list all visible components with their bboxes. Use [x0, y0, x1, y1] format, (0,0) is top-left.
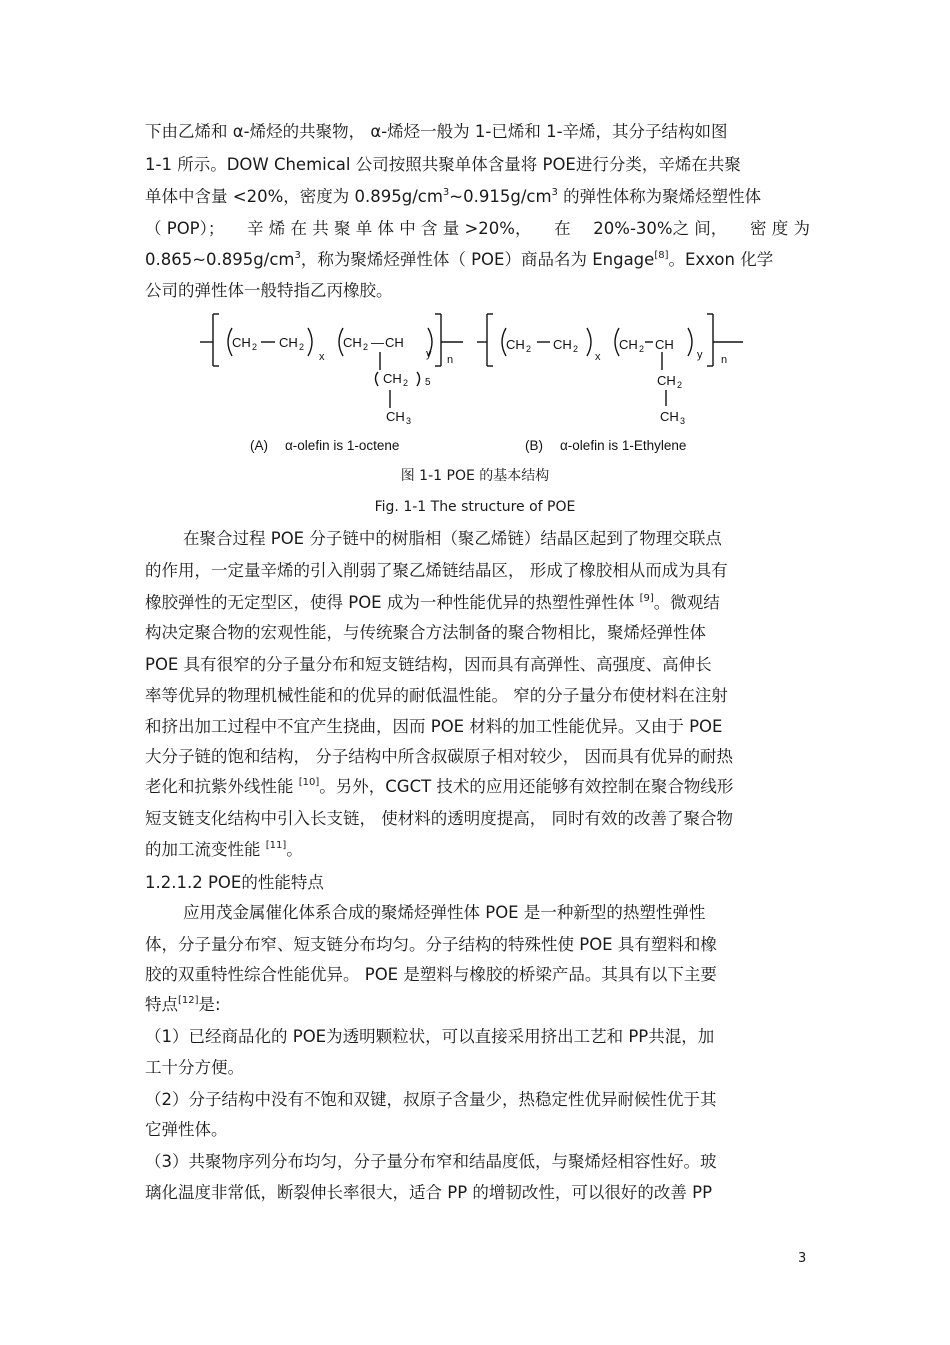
- text-line: 和挤出加工过程中不宜产生挠曲，因而 POE 材料的加工性能优异。又由于 POE: [145, 717, 723, 736]
- formula-text: CH: [279, 335, 298, 350]
- text-line: 构决定聚合物的宏观性能，与传统聚合方法制备的聚合物相比，聚烯烃弹性体: [145, 623, 706, 642]
- text-line: 在聚合过程 POE 分子链中的树脂相（聚乙烯链）结晶区起到了物理交联点: [183, 529, 722, 548]
- formula-subscript: 2: [639, 344, 645, 354]
- text-line: 的作用，一定量辛烯的引入削弱了聚乙烯链结晶区， 形成了橡胶相从而成为具有: [145, 561, 728, 580]
- formula-subscript: 2: [573, 344, 579, 354]
- text-line: POE 具有很窄的分子量分布和短支链结构，因而具有高弹性、高强度、高伸长: [145, 655, 712, 674]
- citation: [9]: [639, 593, 654, 604]
- text-span: 。微观结: [653, 593, 720, 612]
- formula-subscript: 2: [299, 342, 305, 352]
- formula-subscript: 2: [403, 378, 409, 388]
- text-line: 公司的弹性体一般特指乙丙橡胶。: [145, 281, 393, 300]
- text-line: 体，分子量分布窄、短支链分布均匀。分子结构的特殊性使 POE 具有塑料和橡: [145, 935, 717, 954]
- formula-dash: —: [371, 335, 384, 350]
- citation: [8]: [654, 250, 669, 261]
- text-line: 大分子链的饱和结构， 分子结构中所含叔碳原子相对较少， 因而具有优异的耐热: [145, 747, 733, 766]
- section-heading: 1.2.1.2 POE的性能特点: [145, 873, 324, 892]
- formula-subscript: 2: [677, 380, 683, 390]
- text-line: [145, 592, 720, 614]
- formula-subscript: 2: [252, 342, 258, 352]
- figure-caption-cn: 图 1-1 POE 的基本结构: [400, 468, 550, 484]
- text-span: 在: [554, 219, 571, 238]
- subfigure-caption: α-olefin is 1-octene: [285, 438, 400, 453]
- page-number: 3: [798, 1251, 807, 1266]
- text-span: 密 度 为: [749, 219, 810, 238]
- text-line: [145, 186, 761, 208]
- text-line: 率等优异的物理机械性能和的优异的耐低温性能。 窄的分子量分布使材料在注射: [145, 686, 728, 705]
- formula-text: CH: [657, 373, 676, 388]
- text-line: 短支链支化结构中引入长支链， 使材料的透明度提高， 同时有效的改善了聚合物: [145, 809, 733, 828]
- formula-text: CH: [619, 337, 638, 352]
- repeat-index: y: [697, 349, 703, 361]
- text-span: ，称为聚烯烃弹性体（ POE）商品名为 Engage: [300, 250, 655, 269]
- repeat-index: y: [426, 348, 432, 360]
- text-line: [145, 839, 303, 861]
- text-span: 。另外，CGCT 技术的应用还能够有效控制在聚合物线形: [319, 777, 734, 796]
- text-span: （ POP）；: [145, 219, 225, 238]
- superscript: 3: [551, 187, 558, 198]
- list-item-continuation: 它弹性体。: [145, 1120, 228, 1139]
- text-line: [145, 249, 773, 271]
- text-span: 的加工流变性能: [145, 840, 266, 859]
- text-span: 单体中含量 <20%，密度为 0.895g/cm: [145, 187, 443, 206]
- superscript: 3: [294, 250, 301, 261]
- text-line: [145, 994, 221, 1016]
- formula-text: CH: [343, 335, 362, 350]
- repeat-index: n: [721, 354, 728, 366]
- formula-text: CH: [385, 335, 404, 350]
- formula-text: CH: [655, 337, 674, 352]
- subfigure-label: (A): [250, 438, 268, 453]
- formula-subscript: 3: [680, 416, 686, 426]
- text-span: 。Exxon 化学: [668, 250, 774, 269]
- text-span: 。: [286, 840, 303, 859]
- formula-text: CH: [553, 337, 572, 352]
- formula-subscript: 3: [406, 416, 412, 426]
- citation: [11]: [265, 840, 287, 851]
- repeat-index: x: [595, 351, 601, 363]
- text-line: [145, 776, 733, 798]
- subfigure-label: (B): [525, 438, 543, 453]
- superscript: 3: [442, 187, 450, 198]
- list-item: （2）分子结构中没有不饱和双键，叔原子含量少，热稳定性优异耐候性优于其: [145, 1090, 717, 1109]
- list-item: （1）已经商品化的 POE为透明颗粒状，可以直接采用挤出工艺和 PP共混，加: [145, 1027, 715, 1046]
- formula-text: CH: [232, 335, 251, 350]
- poe-structure-figure: [195, 308, 755, 458]
- formula-subscript: 2: [363, 342, 369, 352]
- subfigure-caption: α-olefin is 1-Ethylene: [560, 438, 687, 453]
- list-item: （3）共聚物序列分布均匀，分子量分布窄和结晶度低，与聚烯烃相容性好。玻: [145, 1152, 717, 1171]
- text-span: 辛 烯 在 共 聚 单 体 中 含 量 >20%，: [247, 219, 532, 238]
- citation: [12]: [178, 995, 199, 1006]
- list-item-continuation: 璃化温度非常低，断裂伸长率很大，适合 PP 的增韧改性，可以很好的改善 PP: [145, 1183, 713, 1202]
- text-span: 橡胶弹性的无定型区，使得 POE 成为一种性能优异的热塑性弹性体: [145, 593, 640, 612]
- citation: [10]: [298, 777, 320, 788]
- repeat-index: x: [319, 351, 325, 363]
- formula-subscript: 2: [526, 344, 532, 354]
- text-span: 0.865~0.895g/cm: [145, 250, 295, 269]
- formula-text: CH: [383, 371, 402, 386]
- formula-text: CH: [660, 409, 679, 424]
- text-line: 下由乙烯和 α-烯烃的共聚物， α-烯烃一般为 1-已烯和 1-辛烯，其分子结构如图: [145, 122, 728, 141]
- text-span: 老化和抗紫外线性能: [145, 777, 299, 796]
- text-span: 是:: [198, 995, 221, 1014]
- text-span: ~0.915g/cm: [449, 187, 552, 206]
- repeat-index: 5: [425, 377, 431, 388]
- text-line: [145, 218, 810, 240]
- formula-text: CH: [386, 409, 405, 424]
- text-line: 胶的双重特性综合性能优异。 POE 是塑料与橡胶的桥梁产品。其具有以下主要: [145, 965, 717, 984]
- text-span: 特点: [145, 995, 178, 1014]
- list-item-continuation: 工十分方便。: [145, 1058, 244, 1077]
- text-line: 1-1 所示。DOW Chemical 公司按照共聚单体含量将 POE进行分类，辛烯在共聚: [145, 155, 741, 174]
- text-span: 20%-30%之 间，: [593, 219, 728, 238]
- text-span: 的弹性体称为聚烯烃塑性体: [557, 187, 762, 206]
- figure-caption-en: Fig. 1-1 The structure of POE: [374, 499, 576, 515]
- text-line: 应用茂金属催化体系合成的聚烯烃弹性体 POE 是一种新型的热塑性弹性: [183, 903, 706, 922]
- repeat-index: n: [447, 354, 454, 366]
- formula-text: CH: [506, 337, 525, 352]
